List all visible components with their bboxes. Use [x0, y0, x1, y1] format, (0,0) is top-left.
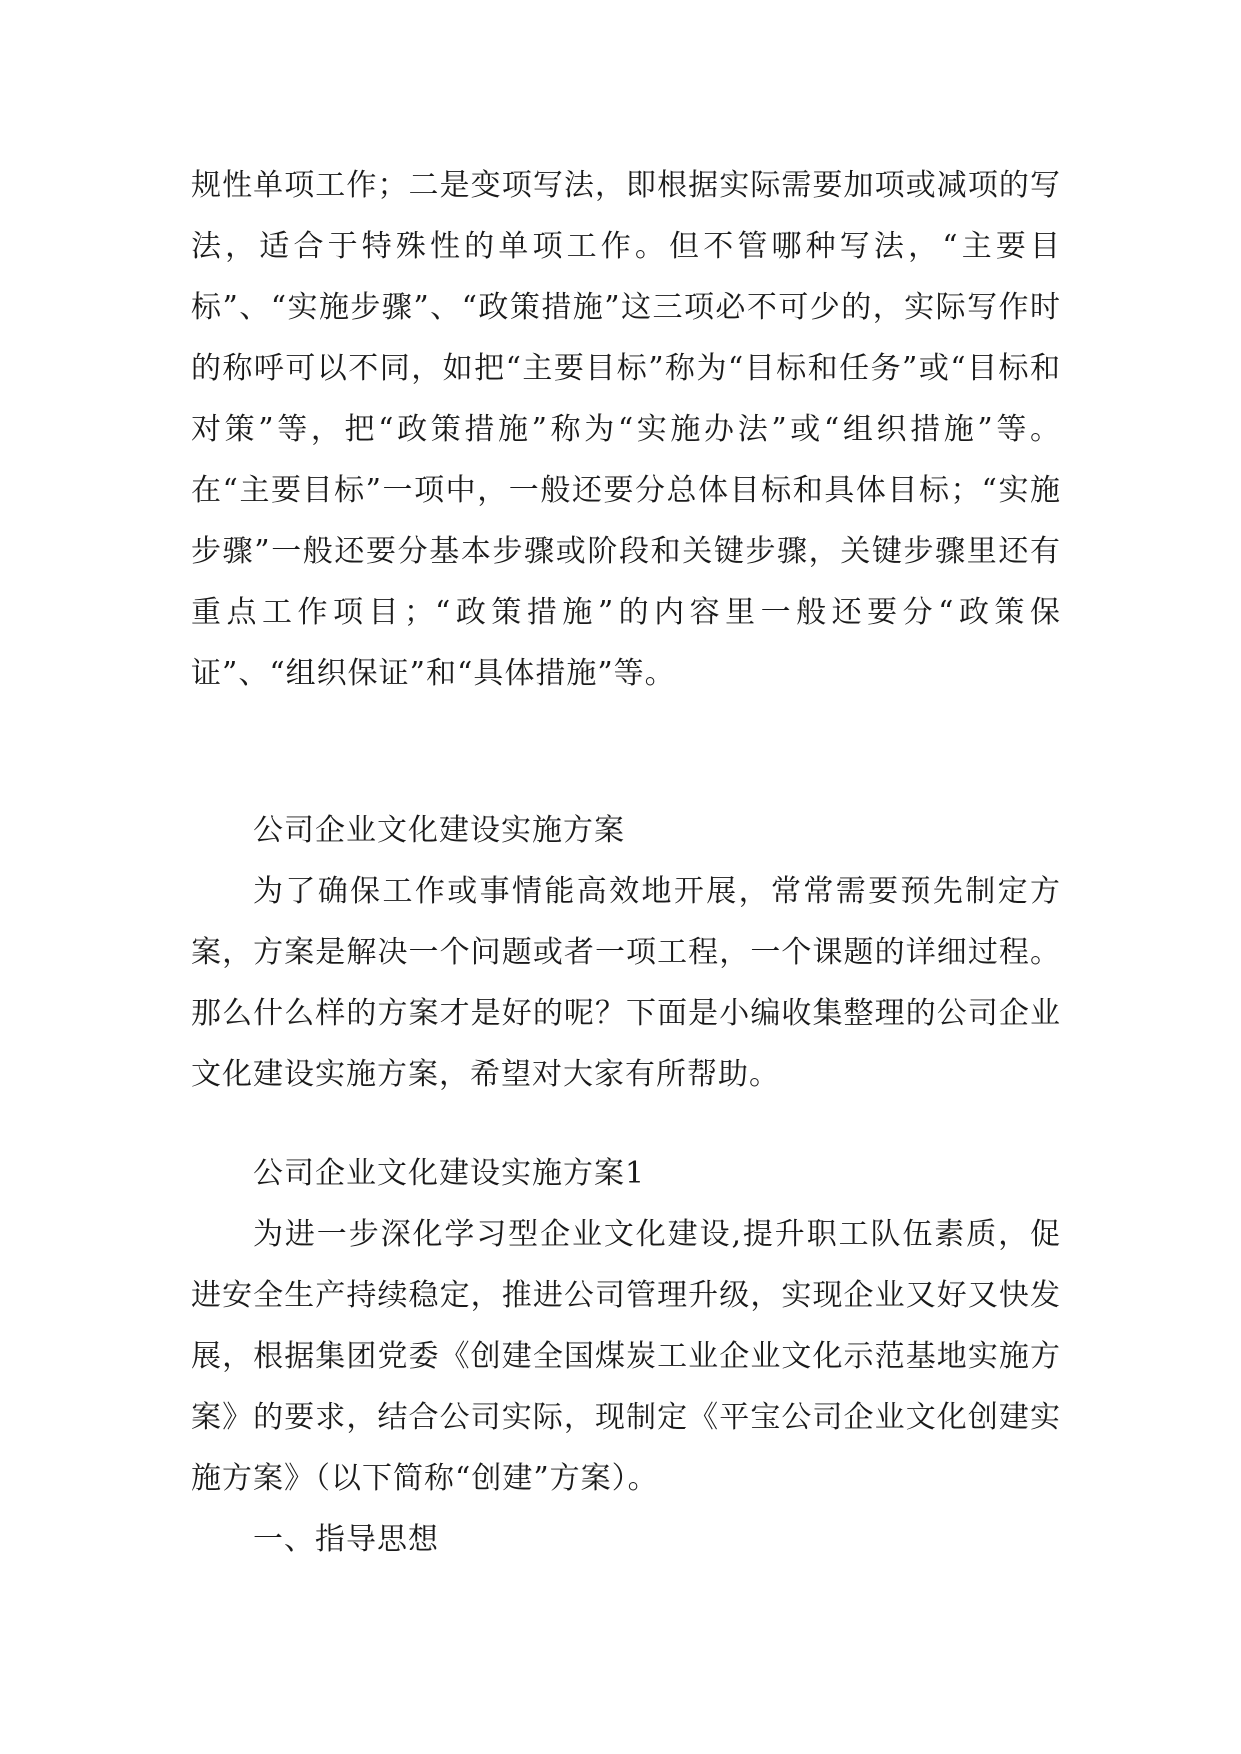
continuation-block — [191, 155, 1061, 704]
plan-1-paragraph: 为进一步深化学习型企业文化建设,提升职工队伍素质，促进安全生产持续稳定，推进公司管理升级，实现企业又好又快发展，根据集团党委《创建全国煤炭工业企业文化示范基地实施方案》的要求，结合公司实际，现制定《平宝公司企业文化创建实施方案》（以下简称“创建”方案）。 — [191, 1217, 1061, 1496]
intro-paragraph: 为了确保工作或事情能高效地开展，常常需要预先制定方案，方案是解决一个问题或者一项工程，一个课题的详细过程。那么什么样的方案才是好的呢？下面是小编收集整理的公司企业文化建设实施方案，希望对大家有所帮助。 — [191, 874, 1061, 1092]
intro-section — [191, 800, 1061, 1105]
guiding-ideology-heading: 一、指导思想 — [253, 1522, 439, 1557]
intro-title: 公司企业文化建设实施方案 — [253, 813, 625, 848]
continuation-paragraph: 规性单项工作；二是变项写法，即根据实际需要加项或减项的写法，适合于特殊性的单项工作。但不管哪种写法，“主要目标”、“实施步骤”、“政策措施”这三项必不可少的，实际写作时的称呼可以不同，如把“主要目标”称为“目标和任务”或“目标和对策”等，把“政策措施”称为“实施办法”或“组织措施”等。在“主要目标”一项中，一般还要分总体目标和具体目标；“实施步骤”一般还要分基本步骤或阶段和关键步骤，关键步骤里还有重点工作项目；“政策措施”的内容里一般还要分“政策保证”、“组织保证”和“具体措施”等。 — [191, 168, 1061, 691]
plan-1-section — [191, 1143, 1061, 1570]
plan-1-title: 公司企业文化建设实施方案1 — [253, 1156, 646, 1191]
